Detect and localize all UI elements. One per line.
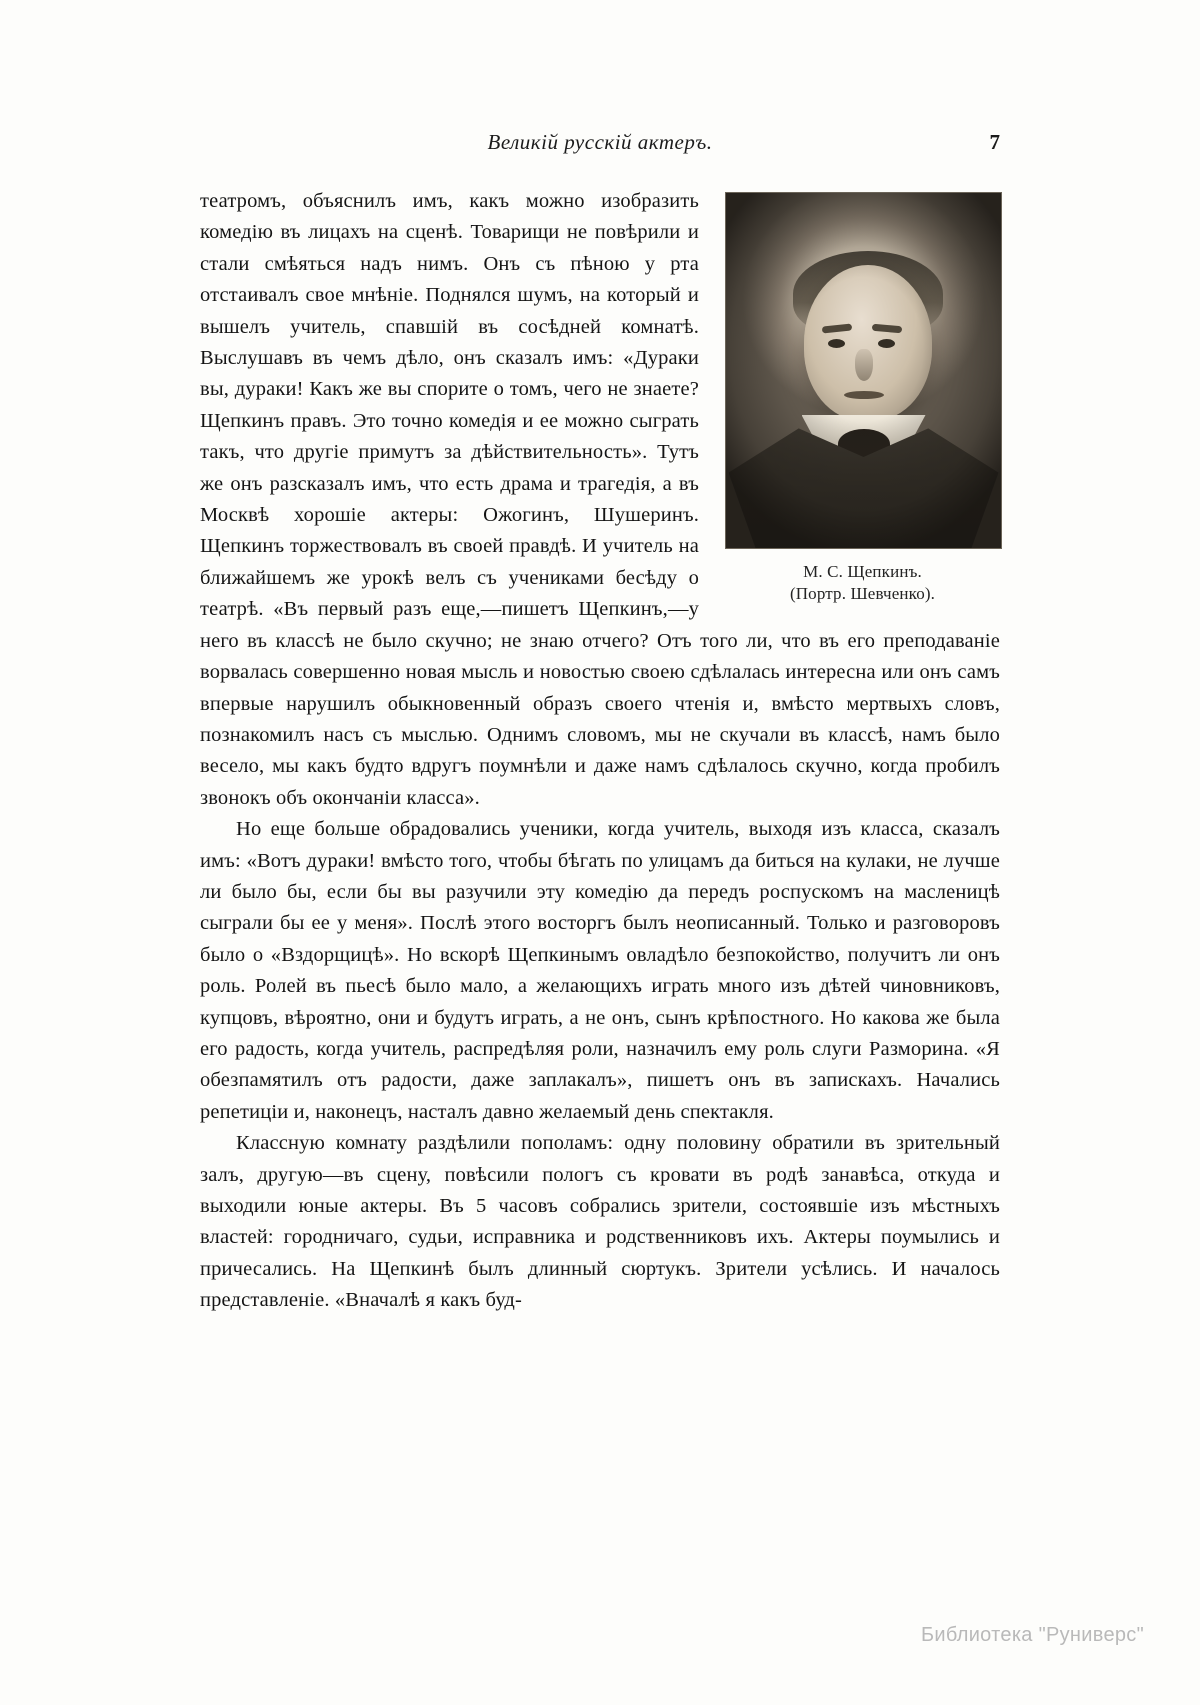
- figure-caption: [725, 561, 1000, 605]
- portrait-image: [725, 192, 1002, 549]
- page-number: 7: [989, 130, 1000, 154]
- body-text: [200, 186, 1000, 1317]
- paragraph: Классную комнату раздѣлили пополамъ: одну половину обратили въ зрительный залъ, другую—въ сцену, повѣсили пологъ съ кровати въ родѣ занавѣса, откуда и выходили юные актеры. Въ 5 часовъ собрались зрители, состоявшiе изъ мѣстныхъ властей: городничаго, судьи, исправника и родственниковъ ихъ. Актеры поумылись и причесались. На Щепкинѣ былъ длинный сюртукъ. Зрители усѣлись. И началось представленiе. «Вначалѣ я какъ буд-: [200, 1132, 1000, 1312]
- figure-caption-line-2: (Портр. Шевченко).: [789, 584, 936, 603]
- library-watermark: Библиотека "Руниверс": [920, 1624, 1144, 1646]
- paragraph: театромъ, объяснилъ имъ, какъ можно изобразить комедiю въ лицахъ на сценѣ. Товарищи не повѣрили и стали смѣяться надъ нимъ. Онъ съ пѣною у рта отстаивалъ свое мнѣнiе. Поднялся шумъ, на который и вышелъ учитель, спавшiй въ сосѣдней комнатѣ. Выслушавъ въ чемъ дѣло, онъ сказалъ имъ: «Дураки вы, дураки! Какъ же вы спорите о томъ, чего не знаете? Щепкинъ правъ. Это точно комедiя и ее можно сыграть такъ, что другiе примутъ за дѣйствительность». Тутъ же онъ разсказалъ имъ, что есть драма и трагедiя, а въ Москвѣ хорошiе актеры: Ожогинъ, Шушеринъ. Щепкинъ торжествовалъ въ своей правдѣ. И учитель на ближайшемъ же урокѣ велъ съ учениками бесѣду о театрѣ. «Въ первый разъ еще,—пишетъ Щепкинъ,—у него въ классѣ не было скучно; не знаю отчего? Отъ того ли, что въ его преподаванiе ворвалась совершенно новая мысль и новостью своею сдѣлалась интересна или онъ самъ впервые нарушилъ обыкновенный образъ своего чтенiя и, вмѣсто мертвыхъ словъ, познакомилъ насъ съ мыслью. Однимъ словомъ, мы не скучали въ классѣ, намъ было весело, мы какъ будто вдругъ поумнѣли и даже намъ сдѣлалось скучно, когда пробилъ звонокъ объ окончанiи класса».: [200, 190, 1000, 809]
- paragraph: Но еще больше обрадовались ученики, когда учитель, выходя изъ класса, сказалъ имъ: «Вотъ дураки! вмѣсто того, чтобы бѣгать по улицамъ да биться на кулаки, не лучше ли было бы, если бы вы разучили эту комедiю да передъ роспускомъ на масленицѣ сыграли бы ее у меня». Послѣ этого восторгъ былъ неописанный. Только и разговоровъ было о «Вздорщицѣ». Но вскорѣ Щепкинымъ овладѣло безпокойство, получитъ ли онъ роль. Ролей въ пьесѣ было мало, а желающихъ играть много изъ дѣтей чиновниковъ, купцовъ, вѣроятно, они и будутъ играть, а не онъ, сынъ крѣпостного. Но какова же была его радость, когда учитель, распредѣляя роли, назначилъ ему роль слуги Разморина. «Я обезпамятилъ отъ радости, даже заплакалъ», пишетъ онъ въ запискахъ. Начались репетицiи и, наконецъ, насталъ давно желаемый день спектакля.: [200, 818, 1000, 1123]
- running-head: [200, 130, 1000, 164]
- figure-caption-line-1: М. С. Щепкинъ.: [803, 562, 922, 581]
- figure-portrait: [725, 192, 1000, 605]
- page-content-area: [200, 130, 1000, 1317]
- portrait-vignette: [726, 193, 1001, 548]
- running-title: Великiй русскiй актеръ.: [487, 130, 713, 154]
